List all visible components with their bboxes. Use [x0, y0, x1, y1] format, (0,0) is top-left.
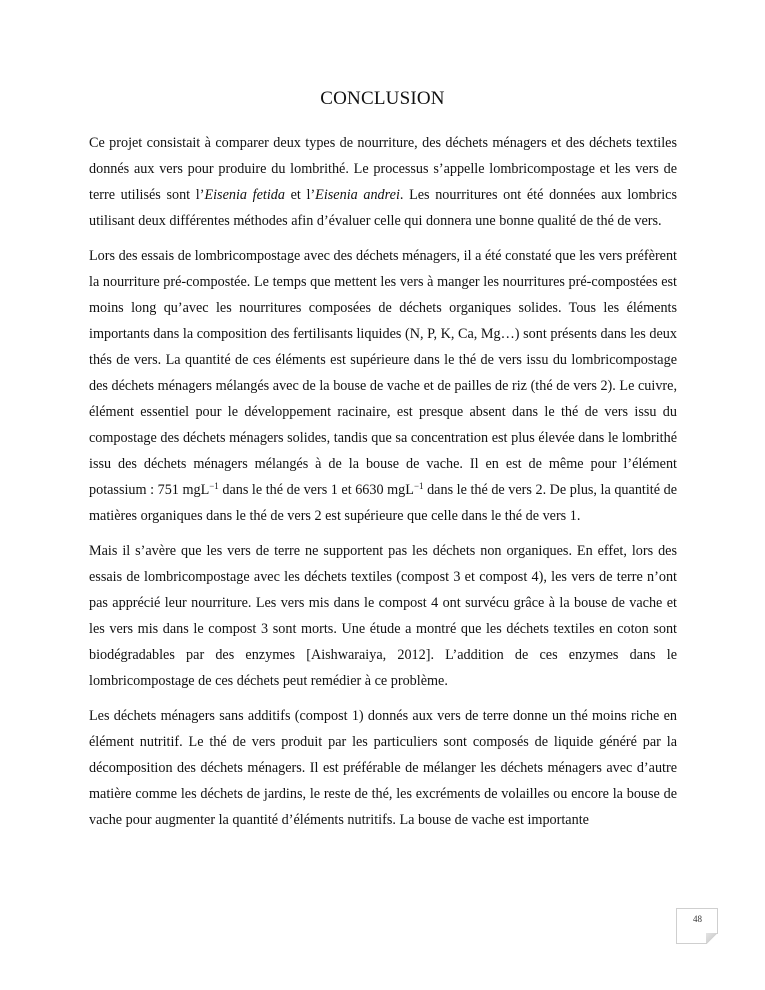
- paragraph-textile-waste: Mais il s’avère que les vers de terre ne supportent pas les déchets non organiques. En effet, lors des essais de lombricompostage avec les déchets textiles (compost 3 et compost 4), les vers de terre n’ont pas apprécié leur nourriture. Les vers mis dans le compost 4 ont survécu grâce à la bouse de vache et les vers mis dans le compost 3 sont morts. Une étude a montré que les déchets textiles en coton sont biodégradables par des enzymes [Aishwaraiya, 2012]. L’addition de ces enzymes dans le lombricompostage de ces déchets peut remédier à ce problème.: [89, 543, 677, 689]
- unit-exponent: −1: [209, 481, 219, 491]
- paragraph-text: Ce projet consistait à comparer deux types de nourriture, des déchets ménagers et des déchets textiles donnés aux vers pour produire du lombrithé. Le processus s’appelle lombricompostage et les vers de terre utilisés sont l’: [89, 135, 677, 203]
- species-name: Eisenia fetida: [204, 187, 285, 203]
- paragraph-text: Lors des essais de lombricompostage avec des déchets ménagers, il a été constaté que les vers préfèrent la nourriture pré-compostée. Le temps que mettent les vers à manger les nourritures pré-compostées est moins long qu’avec les nourritures composées de déchets organiques solides. Tous les éléments importants dans la composition des fertilisants liquides (N, P, K, Ca, Mg…) sont présents dans les deux thés de vers. La quantité de ces éléments est supérieure dans le thé de vers issu du lombricompostage des déchets ménagers mélangés avec de la bouse de vache et de pailles de riz (thé de vers 2). Le cuivre, élément essentiel pour le développement racinaire, est presque absent dans le thé de vers issu du compostage des déchets ménagers solides, tandis que sa concentration est plus élevée dans le lombrithé issu des déchets ménagers mélangés à de la bouse de vache. Il en est de même pour l’élément potassium : 751 mgL: [89, 248, 677, 498]
- page-number-box: [676, 908, 718, 944]
- paragraph-text: dans le thé de vers 2. De plus, la quantité de matières organiques dans le thé de vers 2 est supérieure que celle dans le thé de vers 1.: [89, 482, 677, 524]
- paragraph-additives: Les déchets ménagers sans additifs (compost 1) donnés aux vers de terre donne un thé moins riche en élément nutritif. Le thé de vers produit par les particuliers sont composés de liquide généré par la décomposition des déchets ménagers. Il est préférable de mélanger les déchets ménagers avec d’autre matière comme les déchets de jardins, le reste de thé, les excréments de volailles ou encore la bouse de vache pour augmenter la quantité d’éléments nutritifs. La bouse de vache est importante: [89, 708, 677, 828]
- paragraph-text: . Les nourritures ont été données aux lombrics utilisant deux différentes méthodes afin d’évaluer celle qui donnera une bonne qualité de thé de vers.: [89, 187, 677, 229]
- species-name: Eisenia andrei: [315, 187, 400, 203]
- paragraph-text: dans le thé de vers 1 et 6630 mgL: [218, 482, 414, 498]
- unit-exponent: −1: [413, 481, 424, 491]
- paragraph-intro: [89, 130, 677, 234]
- page-number: 48: [693, 914, 702, 924]
- paragraph-household-waste: [89, 243, 677, 529]
- page-title: CONCLUSION: [320, 88, 445, 109]
- page-curl-icon: [706, 933, 718, 944]
- document-body: [89, 130, 677, 842]
- paragraph-text: et l’: [284, 187, 316, 203]
